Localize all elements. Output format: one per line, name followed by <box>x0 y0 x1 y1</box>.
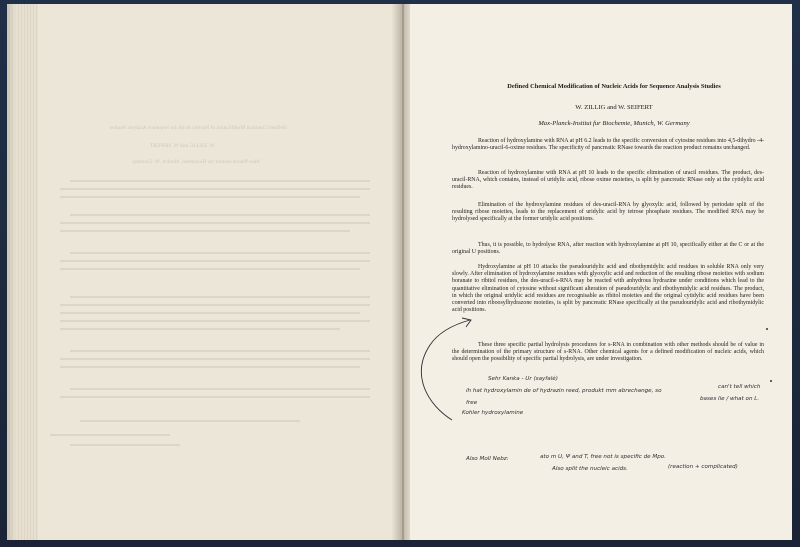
paper-affiliation: Max-Planck-Institut fur Biochemie, Munich, W. Germany <box>538 120 690 127</box>
abstract-paragraph: Hydroxylamine at pH 10 attacks the pseudouridylic acid and ribothymidylic acid residues in soluble RNA only very slowly. After elimination of hydroxylamine residues with glyoxylic acid and reduction of the resulting ribose moieties with sodium boranate to ribitol residues, the des-uracil-s-RNA may be reacted with anhydrous hydrazine under conditions which lead to the quantitative elimination of cytosine without significant alteration of pseudouridylic and ribothymidylic acid residues. The product, in which the original uridylic acid residues are recognisable as ribitol moieties and the original cytidylic acid residues have been converted into riboosylhydrazone moieties, is split by pancreatic RNase specifically at the pseudouridylic acid and ribothymidylic acid positions. <box>452 264 764 314</box>
handwritten-note: ato m U, Ψ and T, free not is specific de Mpo. <box>540 454 666 460</box>
handwritten-note: ih hat hydroxylamin de of hydrazin reed, produkt mm abrechange, so <box>466 388 662 394</box>
paper-title: Defined Chemical Modification of Nucleic Acids for Sequence Analysis Studies <box>507 83 721 90</box>
abstract-paragraph: Elimination of the hydroxylamine residues of des-uracil-RNA by glyoxylic acid, followed by periodate split of the resulting ribose moieties, leads to the replacement of uridylic acid by tetrose phosphate residues. The modified RNA may be hydrolysed specifically at the former uridylic acid positions. <box>452 202 764 223</box>
abstract-paragraph: Reaction of hydroxylamine with RNA at pH 6.2 leads to the specific conversion of cytosine residues into 4,5-dihydro -4-hydroxylamino-uracil-6-oxime residues. The specificity of pancreatic RNase towards the reaction product remains unchanged. <box>452 138 764 152</box>
paper-authors: W. ZILLIG and W. SEIFERT <box>575 104 653 111</box>
bleed-title: Defined Chemical Modification of Nucleic Acids for Sequence Analysis Studies <box>110 125 287 131</box>
handwritten-note: Also split the nucleic acids. <box>552 466 628 472</box>
bleed-affiliation: Max-Planck-Institut fur Biochemie, Munich, W. Germany <box>132 159 260 165</box>
abstract-paragraph: Thus, it is possible, to hydrolyse RNA, after reaction with hydroxylamine at pH 10, specifically either at the C or at the original U positions. <box>452 242 764 256</box>
handwritten-note: Also Moll Nebz: <box>466 456 509 462</box>
handwritten-note: Kohler hydroxylamine <box>462 410 524 416</box>
ink-dot <box>766 328 768 330</box>
bleed-authors: W. ZILLIG and W. SEIFERT <box>150 143 215 149</box>
handwritten-note: (reaction + complicated) <box>668 464 738 470</box>
abstract-paragraph: These three specific partial hydrolysis procedures for s-RNA in combination with other methods should be of value in the determination of the primary structure of s-RNA. Other chemical agents for a defined modification of nucleic acids, which should open the possibility of specific partial hydrolysis, are under investigation. <box>452 342 764 363</box>
handwritten-note: Sehr Kanka - Ur (sayfalé) <box>488 376 558 382</box>
handwritten-note: bases lie / what on L. <box>700 396 760 402</box>
ink-dot <box>770 380 772 382</box>
handwritten-note: free <box>466 400 478 406</box>
handwritten-note: can't tell which <box>718 384 761 390</box>
abstract-paragraph: Reaction of hydroxylamine with RNA at pH 10 leads to the specific elimination of uracil residues. The product, des-uracil-RNA, which contains, instead of uridylic acid, ribose oxime moieties, is split by pancreatic RNase only at the cytidylic acid residues. <box>452 170 764 191</box>
